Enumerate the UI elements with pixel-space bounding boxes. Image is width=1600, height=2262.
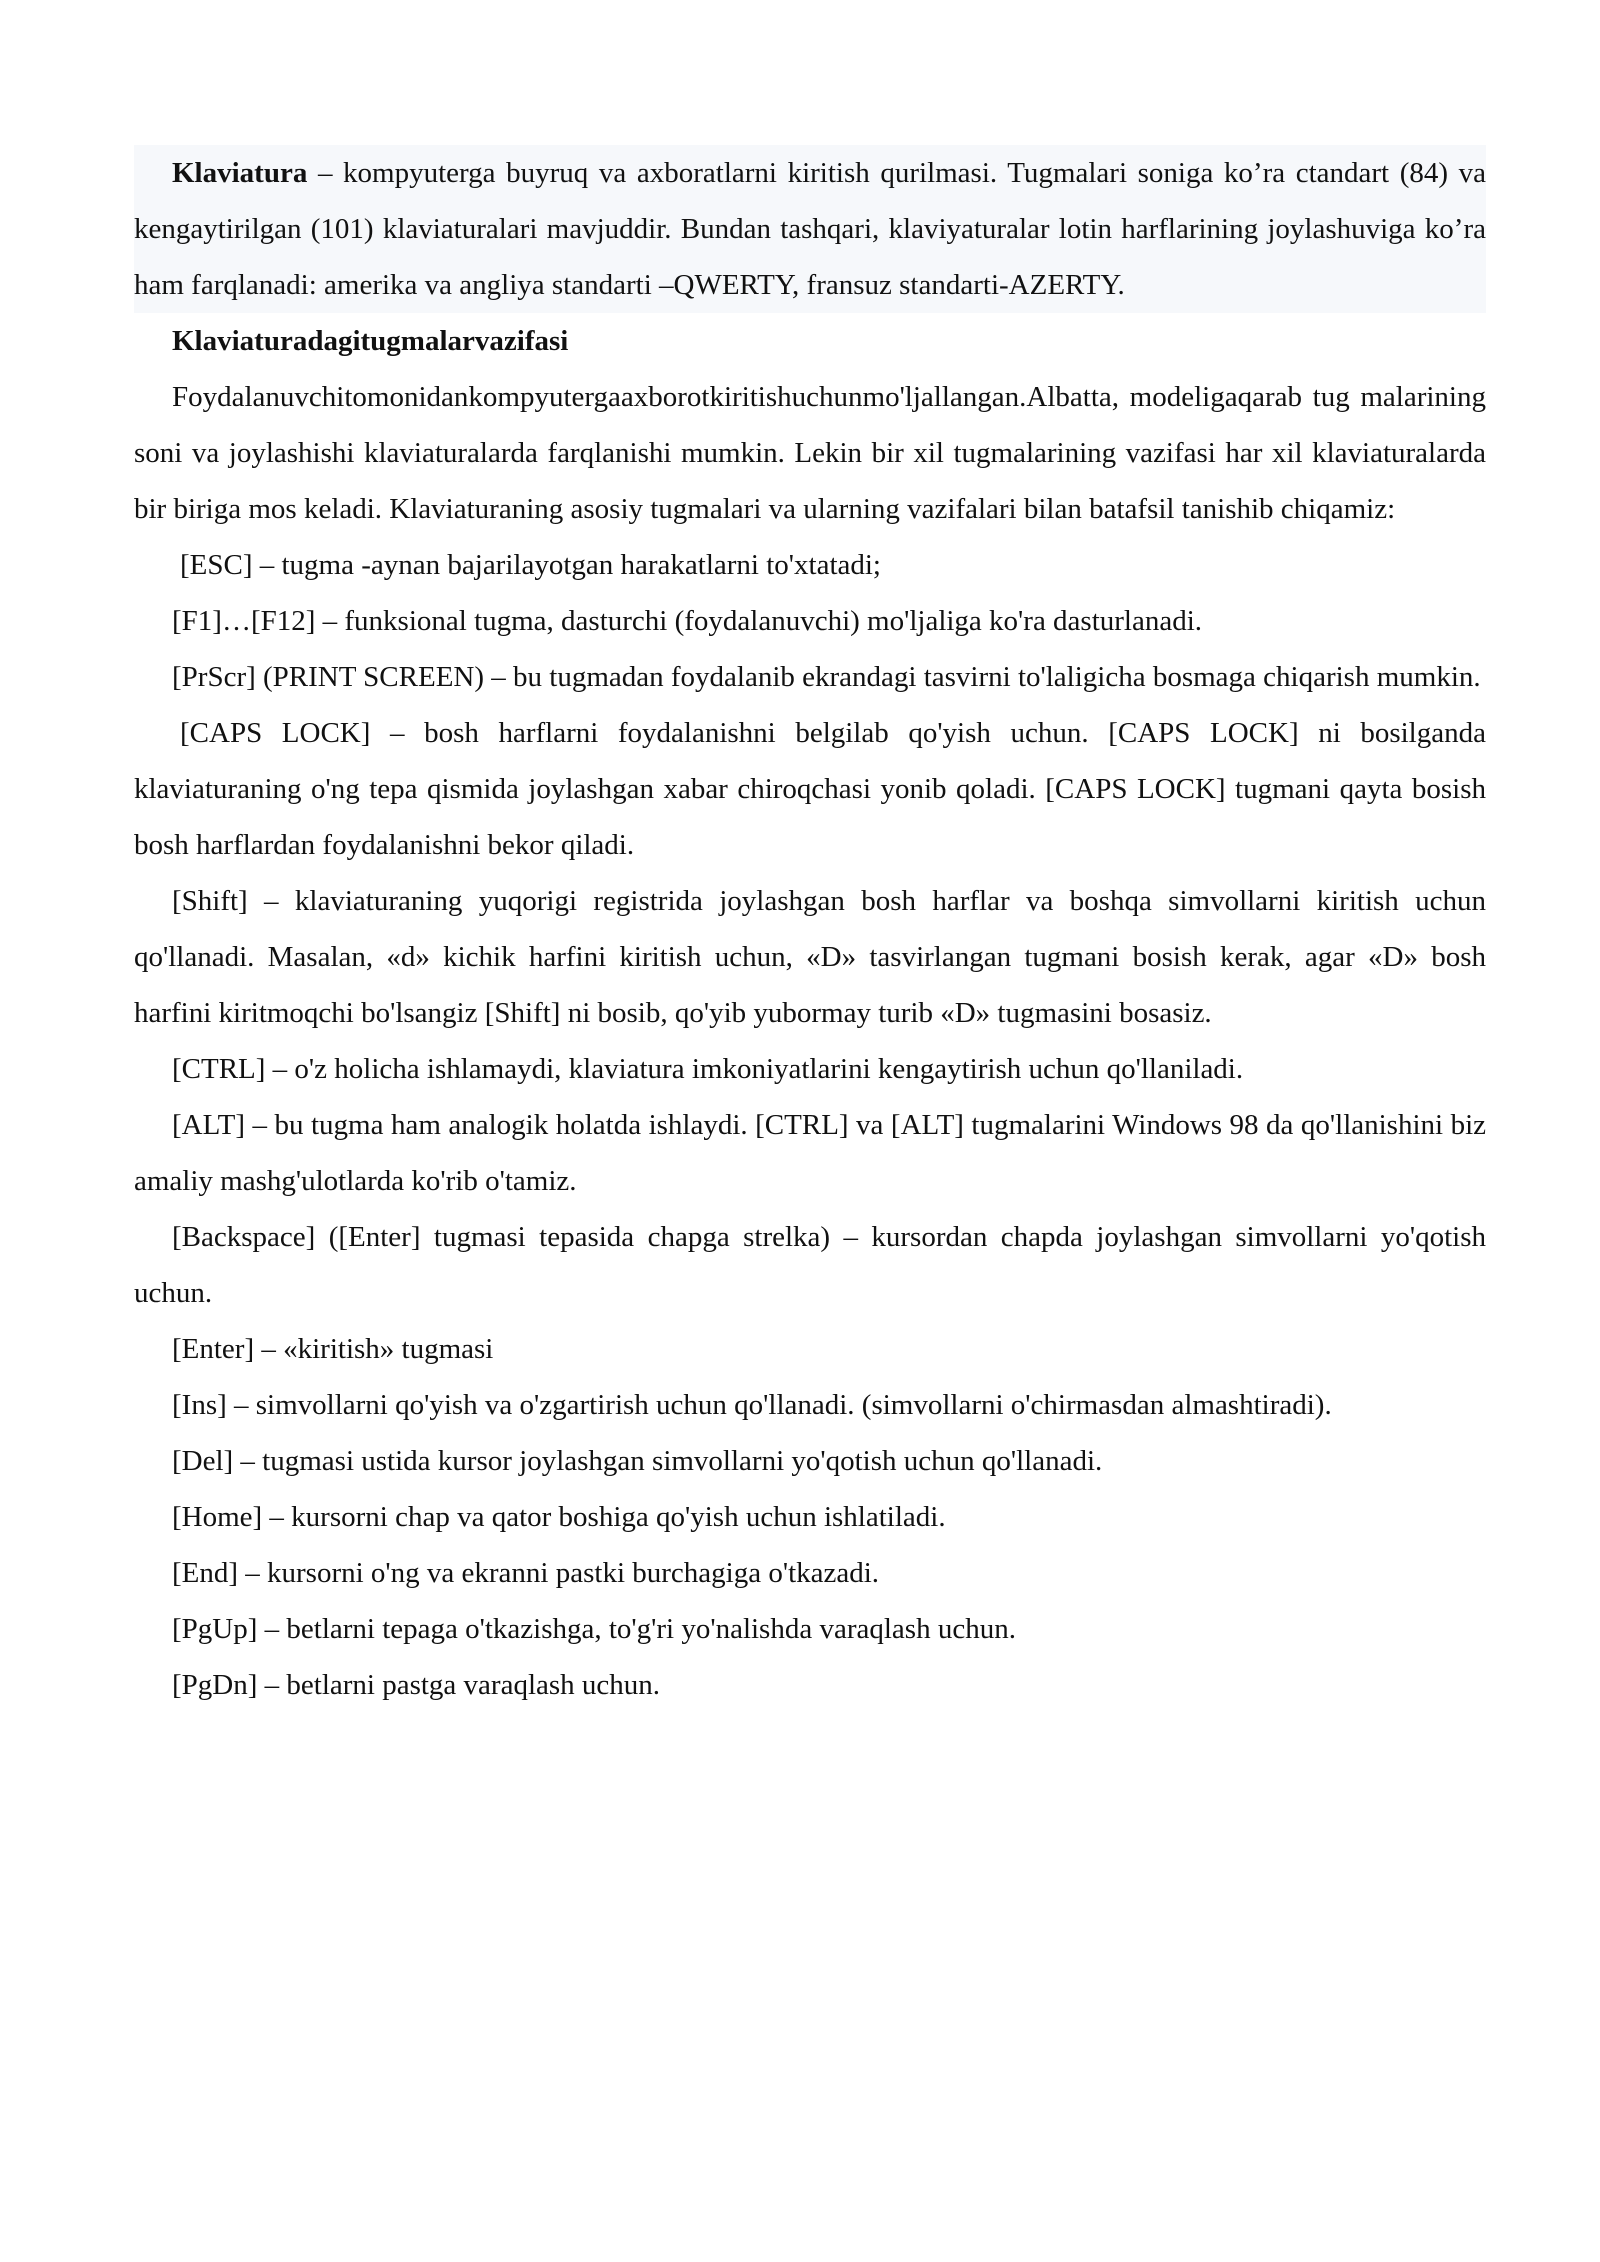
paragraph-backspace: [Backspace] ([Enter] tugmasi tepasida chapga strelka) – kursordan chapda joylashgan simvollarni yo'qotish uchun. [134, 1221, 1486, 1309]
paragraph-enter: [Enter] – «kiritish» tugmasi [172, 1333, 494, 1365]
paragraph-esc: [ESC] – tugma -aynan bajarilayotgan harakatlarni to'xtatadi; [180, 549, 881, 581]
paragraph-pgdn: [PgDn] – betlarni pastga varaqlash uchun. [172, 1669, 661, 1701]
intro-paragraph [134, 145, 1486, 313]
paragraph-caps-lock: [CAPS LOCK] – bosh harflarni foydalanishni belgilab qo'yish uchun. [CAPS LOCK] ni bosilganda klaviaturaning o'ng tepa qismida joylashgan xabar chiroqchasi yonib qoladi. [CAPS LOCK] tugmani qayta bosish bosh harflardan foydalanishni bekor qiladi. [134, 717, 1486, 861]
document-page [134, 145, 1486, 1713]
term-klaviatura: Klaviatura [172, 157, 308, 189]
paragraph-overview: Foydalanuvchitomonidankompyutergaaxborotkiritishuchunmo'ljallangan.Albatta, modeligaqarab tug malarining soni va joylashishi klaviaturalarda farqlanishi mumkin. Lekin bir xil tugmalarining vazifasi har xil klaviaturalarda bir biriga mos keladi. Klaviaturaning asosiy tugmalari va ularning vazifalari bilan batafsil tanishib chiqamiz: [134, 381, 1486, 525]
paragraph-function-keys: [F1]…[F12] – funksional tugma, dasturchi (foydalanuvchi) mo'ljaligа ko'ra dasturlanadi. [172, 605, 1203, 637]
paragraph-alt: [ALT] – bu tugma ham analogik holatda ishlaydi. [CTRL] va [ALT] tugmalarini Windows 98 da qo'llanishini biz amaliy mashg'ulotlarda ko'rib o'tamiz. [134, 1109, 1486, 1197]
paragraph-pgup: [PgUp] – betlarni tepaga o'tkazishga, to'g'ri yo'nalishda varaqlash uchun. [172, 1613, 1016, 1645]
section-heading: Klaviaturadagitugmalarvazifasi [172, 325, 569, 357]
paragraph-ins: [Ins] – simvollarni qo'yish va o'zgartirish uchun qo'llanadi. (simvollarni o'chirmasdan almashtiradi). [172, 1389, 1332, 1421]
paragraph-del: [Del] – tugmasi ustida kursor joylashgan simvollarni yo'qotish uchun qo'llanadi. [172, 1445, 1103, 1477]
paragraph-home: [Home] – kursorni chap va qator boshiga qo'yish uchun ishlatiladi. [172, 1501, 946, 1533]
paragraph-shift: [Shift] – klaviaturaning yuqorigi registrida joylashgan bosh harflar va boshqa simvollarni kiritish uchun qo'llanadi. Masalan, «d» kichik harfini kiritish uchun, «D» tasvirlangan tugmani bosish kerak, agar «D» bosh harfini kiritmoqchi bo'lsangiz [Shift] ni bosib, qo'yib yubormay turib «D» tugmasini bosasiz. [134, 885, 1486, 1029]
paragraph-end: [End] – kursorni o'ng va ekranni pastki burchagiga o'tkazadi. [172, 1557, 880, 1589]
intro-text: – kompyuterga buyruq va axboratlarni kiritish qurilmasi. Tugmalari soniga ko’ra ctandart (84) va kengaytirilgan (101) klaviaturalari mavjuddir. Bundan tashqari, klaviyaturalar lotin harflarining joylashuviga ko’ra ham farqlanadi: amerika va angliya standarti –QWERTY, fransuz standarti-AZERTY. [134, 157, 1486, 301]
paragraph-ctrl: [CTRL] – o'z holicha ishlamaydi, klaviatura imkoniyatlarini kengaytirish uchun qo'llaniladi. [172, 1053, 1244, 1085]
paragraph-prscr: [PrScr] (PRINT SCREEN) – bu tugmadan foydalanib ekrandagi tasvirni to'laligicha bosmaga chiqarish mumkin. [172, 661, 1481, 693]
